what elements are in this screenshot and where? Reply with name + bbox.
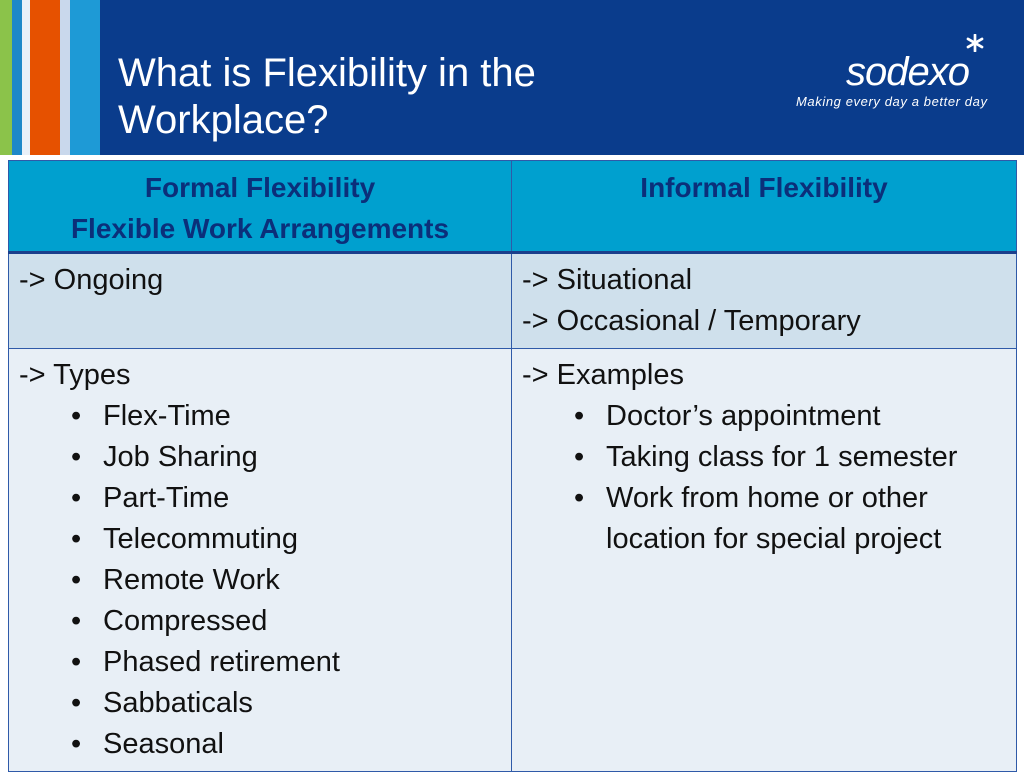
list-item: • Taking class for 1 semester (574, 437, 1006, 478)
slide-title-line2: Workplace? (118, 98, 329, 142)
accent-stripe (12, 0, 22, 155)
accent-stripe (22, 0, 30, 155)
star-icon (966, 34, 984, 52)
types-list (19, 396, 501, 765)
list-item: • Remote Work (71, 560, 501, 601)
list-item: • Compressed (71, 601, 501, 642)
accent-stripe (70, 0, 100, 155)
accent-stripe (60, 0, 70, 155)
header-formal-line1: Formal Flexibility (144, 172, 376, 203)
slide-header (0, 0, 1024, 155)
cell-text: -> Ongoing (19, 264, 164, 296)
logo-tagline: Making every day a better day (796, 94, 988, 109)
list-item: • Doctor’s appointment (574, 396, 1006, 437)
examples-heading: -> Examples (522, 359, 684, 391)
slide-title (118, 50, 678, 144)
slide-title-line1: What is Flexibility in the (118, 51, 536, 95)
table-row (9, 253, 1017, 349)
list-item: • Job Sharing (71, 437, 501, 478)
accent-stripe (30, 0, 60, 155)
list-item: • Phased retirement (71, 642, 501, 683)
header-formal-line2: Flexible Work Arrangements (70, 213, 450, 244)
logo-wordmark: sodexo (846, 50, 969, 94)
flexibility-table (8, 160, 1016, 768)
header-informal-line1: Informal Flexibility (640, 172, 888, 203)
cell-text: -> Situational (522, 264, 693, 296)
list-item: • Telecommuting (71, 519, 501, 560)
examples-list (522, 396, 1006, 560)
header-formal-flexibility (9, 161, 512, 253)
list-item: • Work from home or other location for special project (574, 478, 1006, 560)
table-header-row (9, 161, 1017, 253)
cell-formal-nature (9, 253, 512, 349)
cell-formal-types (9, 349, 512, 772)
cell-informal-nature (512, 253, 1017, 349)
sodexo-logo (790, 34, 1005, 114)
list-item: • Sabbaticals (71, 683, 501, 724)
list-item: • Flex-Time (71, 396, 501, 437)
cell-informal-examples (512, 349, 1017, 772)
types-heading: -> Types (19, 359, 131, 391)
accent-stripe (0, 0, 12, 155)
cell-text: -> Occasional / Temporary (522, 305, 861, 337)
header-informal-flexibility (512, 161, 1017, 253)
list-item: • Part-Time (71, 478, 501, 519)
list-item: • Seasonal (71, 724, 501, 765)
table-row (9, 349, 1017, 772)
